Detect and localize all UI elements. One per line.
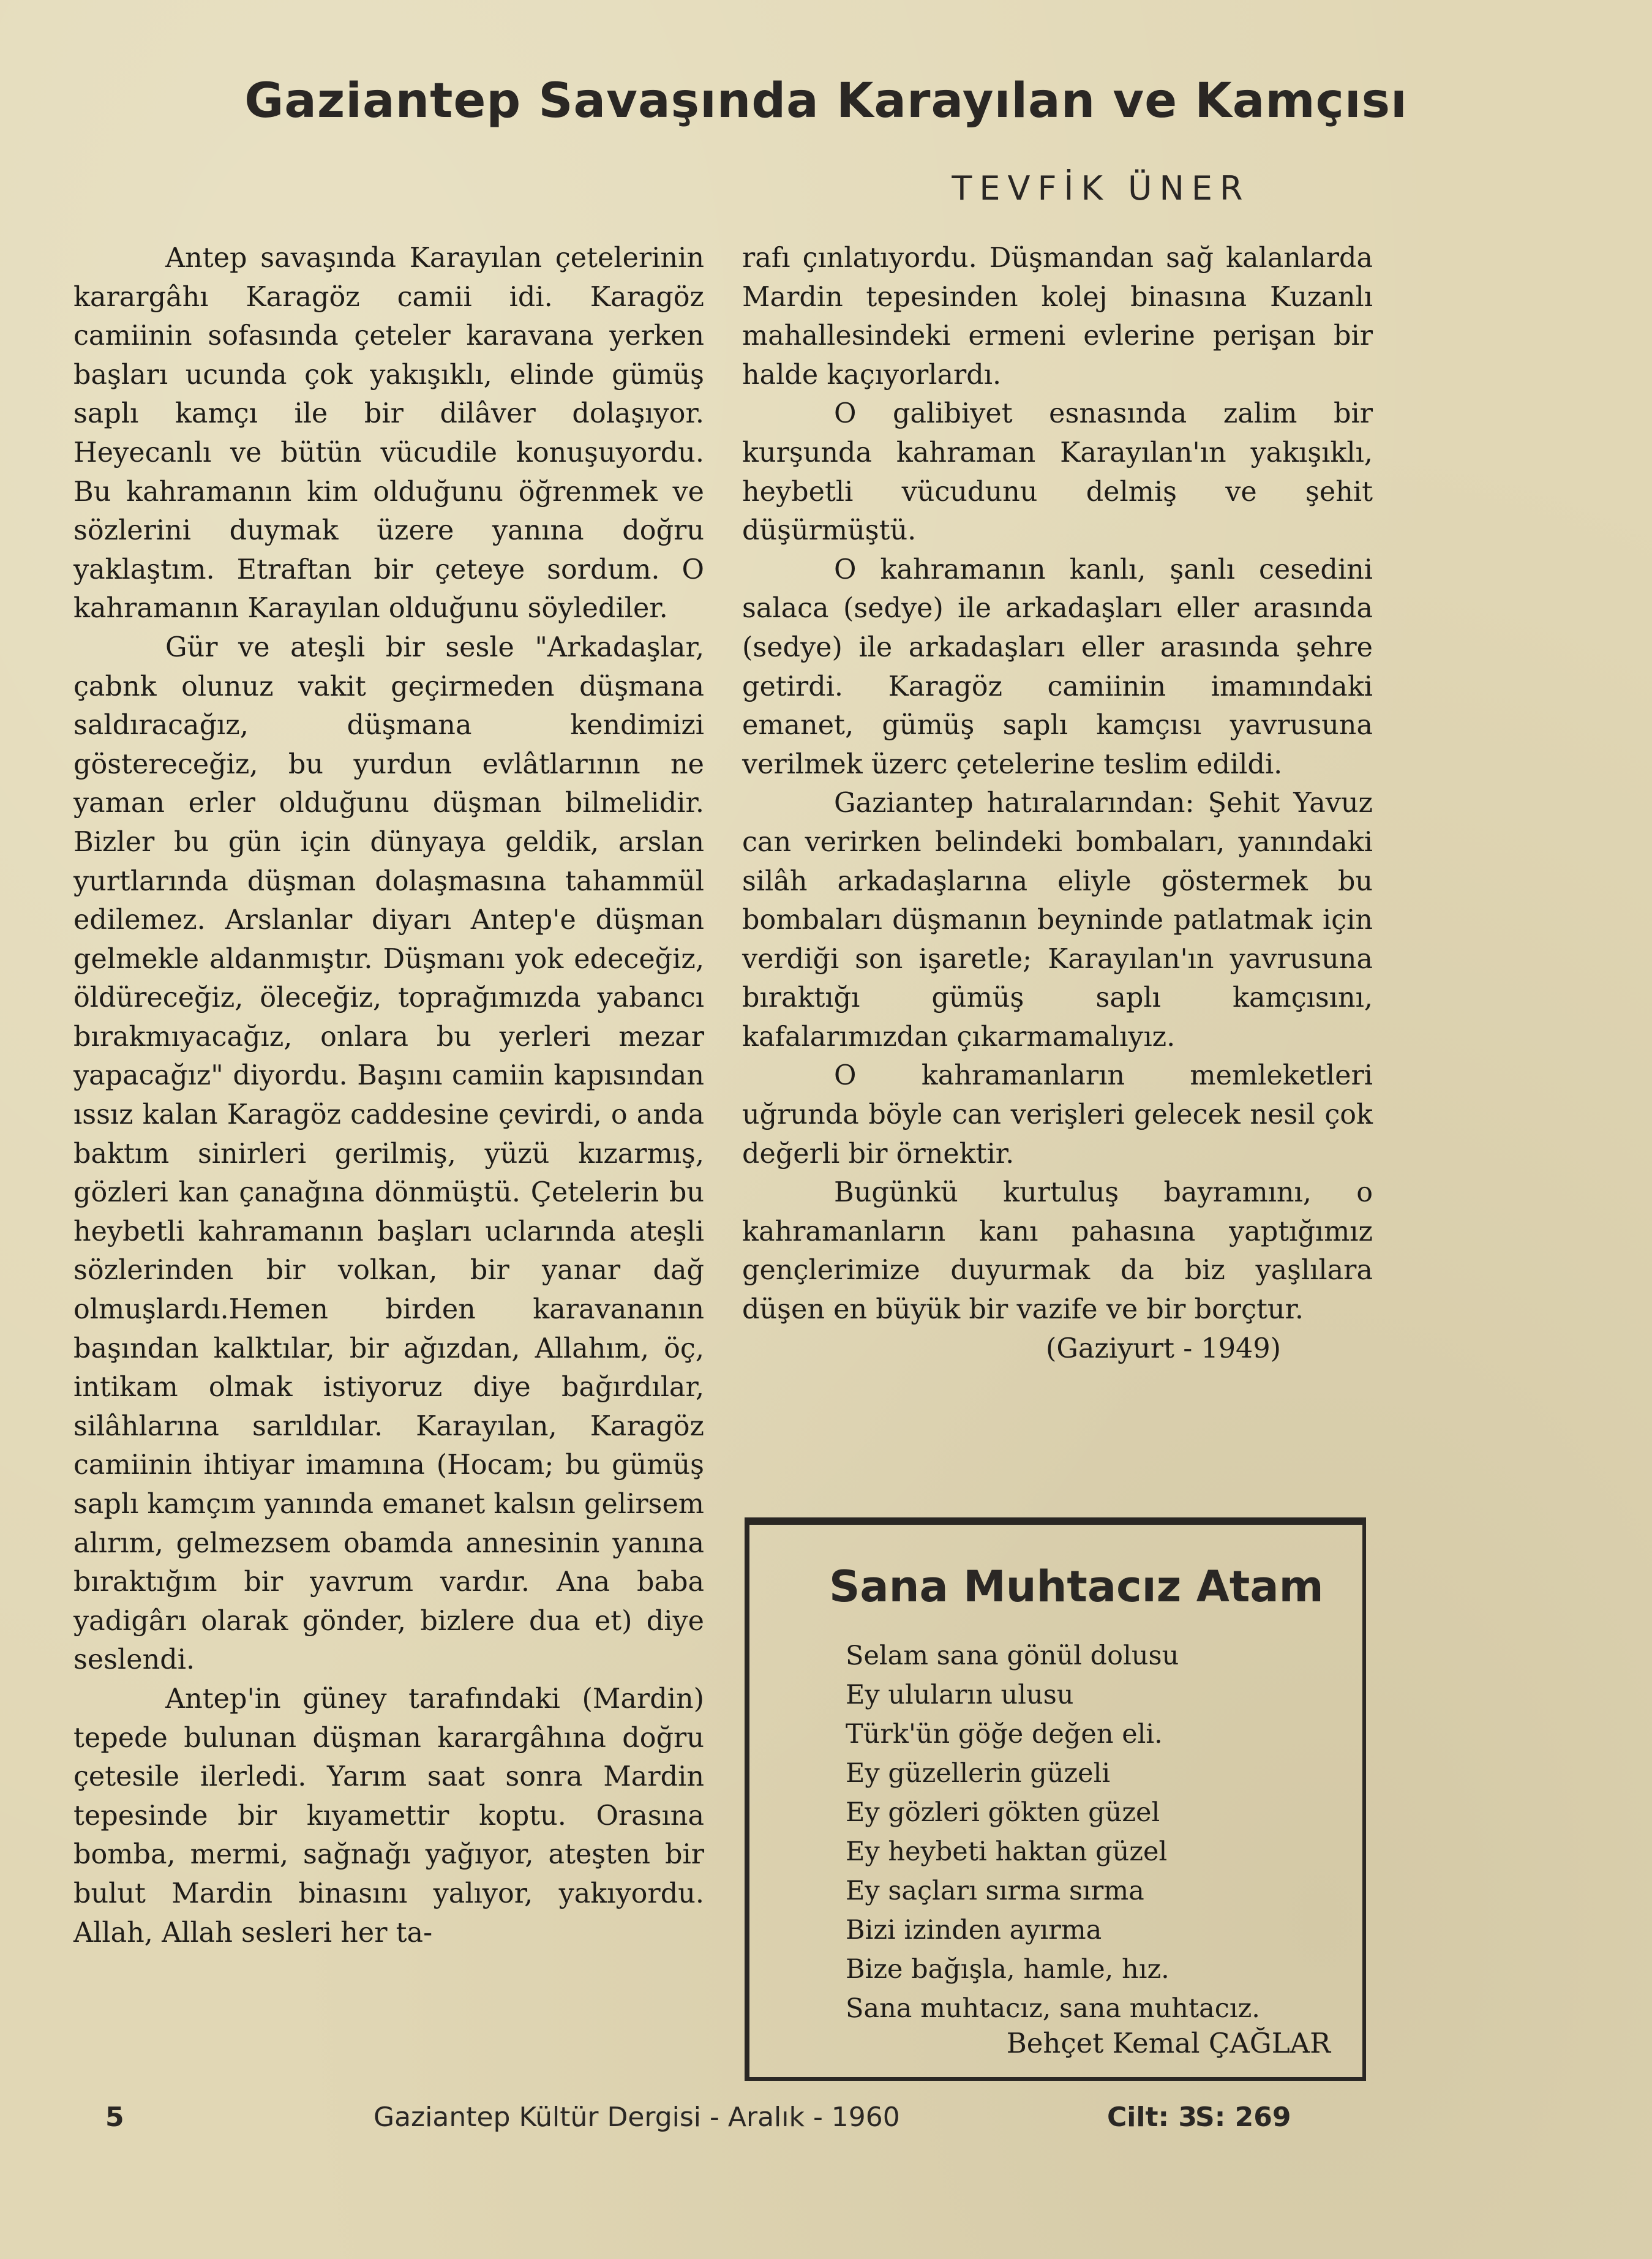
poem-box xyxy=(745,1517,1366,2081)
poem-line: Bizi izinden ayırma xyxy=(846,1915,1102,1945)
poem-line: Ey heybeti haktan güzel xyxy=(846,1836,1168,1867)
article-source: (Gaziyurt - 1949) xyxy=(1045,1332,1281,1364)
poem-line: Ey gözleri gökten güzel xyxy=(846,1797,1160,1828)
article-column-left xyxy=(73,239,704,1952)
poem-author: Behçet Kemal ÇAĞLAR xyxy=(1006,2027,1331,2059)
article-paragraph: Antep savaşında Karayılan çetelerinin karargâhı Karagöz camii idi. Karagöz camiinin sofasında çeteler karavana yerken başları ucunda çok yakışıklı, elinde gümüş saplı kamçı ile bir dilâver dolaşıyor. Heyecanlı ve bütün vücudile konuşuyordu. Bu kahramanın kim olduğunu öğrenmek ve sözlerini duymak üzere yanına doğru yaklaştım. Etraftan bir çeteye sordum. O kahramanın Karayılan olduğunu söylediler. xyxy=(73,242,704,625)
poem-line: Selam sana gönül dolusu xyxy=(846,1641,1179,1671)
article-paragraph: Gaziantep hatıralarından: Şehit Yavuz can verirken belindeki bombaları, yanındaki silâh arkadaşlarına eliyle göstermek bu bombaları düşmanın beyninde patlatmak için verdiği son işaretle; Karayılan'ın yavrusuna bıraktığı gümüş saplı kamçısını, kafalarımızdan çıkarmamalıyız. xyxy=(742,787,1373,1053)
poem-lines xyxy=(846,1636,1260,2028)
poem-line: Ey güzellerin güzeli xyxy=(846,1758,1111,1789)
article-column-right xyxy=(742,239,1373,1368)
article-paragraph: O galibiyet esnasında zalim bir kurşunda kahraman Karayılan'ın yakışıklı, heybetli vücudunu delmiş ve şehit düşürmüştü. xyxy=(742,398,1373,547)
magazine-info: Gaziantep Kültür Dergisi - Aralık - 1960 xyxy=(374,2102,900,2133)
poem-line: Sana muhtacız, sana muhtacız. xyxy=(846,1993,1260,2024)
page-title: Gaziantep Savaşında Karayılan ve Kamçısı xyxy=(244,73,1408,129)
article-author: TEVFİK ÜNER xyxy=(952,169,1250,208)
poem-title: Sana Muhtacız Atam xyxy=(829,1562,1324,1612)
article-paragraph: O kahramanların memleketleri uğrunda böyle can verişleri gelecek nesil çok değerli bir örnektir. xyxy=(742,1060,1373,1170)
page-number: 5 xyxy=(105,2102,124,2133)
article-paragraph: Bugünkü kurtuluş bayramını, o kahramanların kanı pahasına yaptığımız gençlerimize duyurmak da biz yaşlılara düşen en büyük bir vazife ve bir borçtur. xyxy=(742,1177,1373,1326)
poem-line: Ey saçları sırma sırma xyxy=(846,1876,1144,1906)
poem-line: Bize bağışla, hamle, hız. xyxy=(846,1954,1170,1985)
article-paragraph: O kahramanın kanlı, şanlı cesedini salaca (sedye) ile arkadaşları eller arasında (sedye) ile arkadaşları eller arasında şehre getirdi. Karagöz camiinin imamındaki emanet, gümüş saplı kamçısı yavrusuna verilmek üzerc çetelerine teslim edildi. xyxy=(742,554,1373,780)
article-paragraph: Antep'in güney tarafındaki (Mardin) tepede bulunan düşman karargâhına doğru çetesile ilerledi. Yarım saat sonra Mardin tepesinde bir kıyamettir koptu. Orasına bomba, mermi, sağnağı yağıyor, ateşten bir bulut Mardin binasını yalıyor, yakıyordu. Allah, Allah sesleri her ta- xyxy=(73,1683,704,1949)
article-paragraph: Gür ve ateşli bir sesle "Arkadaşlar, çabnk olunuz vakit geçirmeden düşmana saldıracağız, düşmana kendimizi göstereceğiz, bu yurdun evlâtlarının ne yaman erler olduğunu düşman bilmelidir. Bizler bu gün için dünyaya geldik, arslan yurtlarında düşman dolaşmasına tahammül edilemez. Arslanlar diyarı Antep'e düşman gelmekle aldanmıştır. Düşmanı yok edeceğiz, öldüreceğiz, öleceğiz, toprağımızda yabancı bırakmıyacağız, onlara bu yerleri mezar yapacağız" diyordu. Başını camiin kapısından ıssız kalan Karagöz caddesine çevirdi, o anda baktım sinirleri gerilmiş, yüzü kızarmış, gözleri kan çanağına dönmüştü. Çetelerin bu heybetli kahramanın başları uclarında ateşli sözlerinden bir volkan, bir yanar dağ olmuşlardı.Hemen birden karavananın başından kalktılar, bir ağızdan, Allahım, öç, intikam olmak istiyoruz diye bağırdılar, silâhlarına sarıldılar. Karayılan, Karagöz camiinin ihtiyar imamına (Hocam; bu gümüş saplı kamçım yanında emanet kalsın gelirsem alırım, gelmezsem obamda annesinin yanına bıraktığım bir yavrum vardır. Ana baba yadigârı olarak gönder, bizlere dua et) diye seslendi. xyxy=(73,631,704,1676)
article-paragraph: rafı çınlatıyordu. Düşmandan sağ kalanlarda Mardin tepesinden kolej binasına Kuzanlı mahallesindeki ermeni evlerine perişan bir halde kaçıyorlardı. xyxy=(742,242,1373,391)
poem-line: Ey uluların ulusu xyxy=(846,1680,1074,1710)
volume-number: Cilt: 3 xyxy=(1107,2102,1198,2133)
issue-number: S: 269 xyxy=(1195,2102,1291,2133)
poem-line: Türk'ün göğe değen eli. xyxy=(846,1719,1163,1750)
